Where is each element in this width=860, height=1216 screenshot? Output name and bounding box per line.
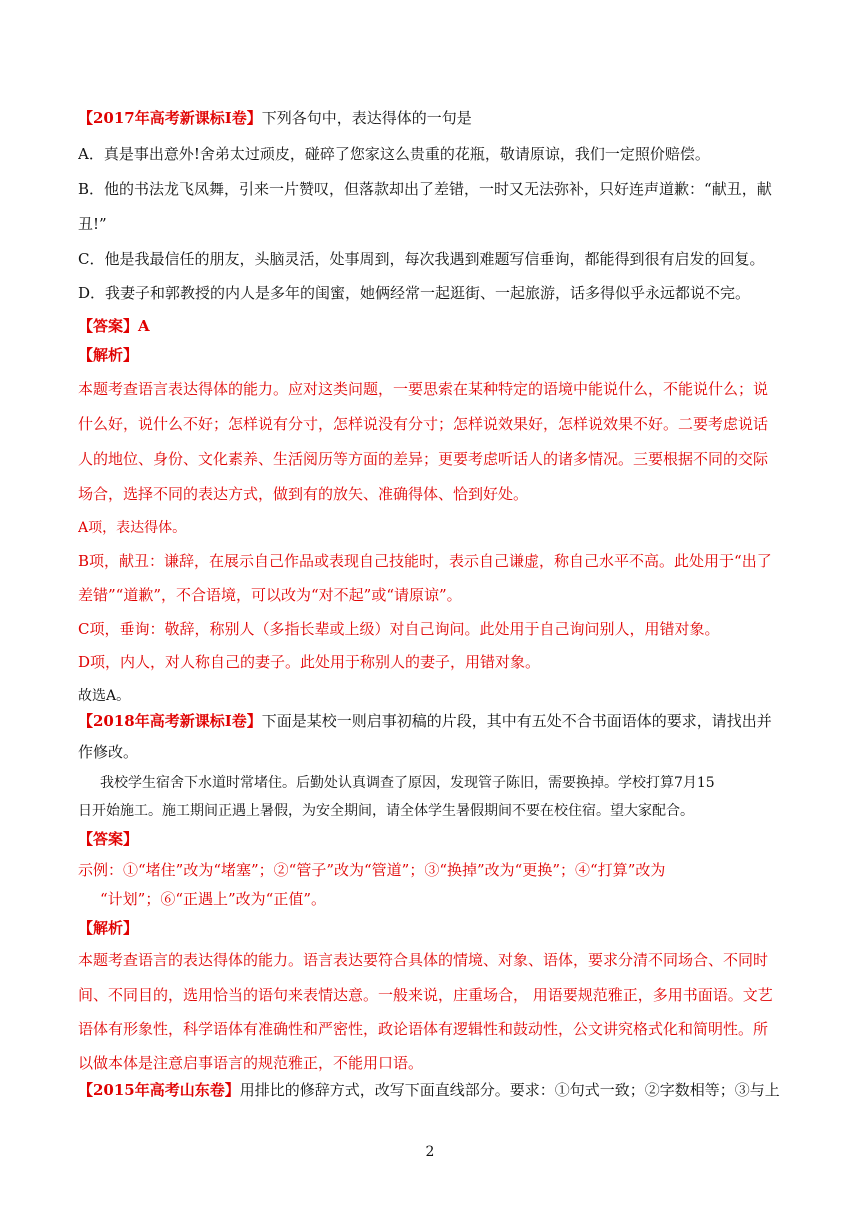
q1-analysis-line: C项，垂询：敬辞，称别人（多指长辈或上级）对自己询问。此处用于自己询问别人，用错对象。 — [78, 620, 720, 638]
q1-analysis-line: 差错”“道歉”，不合语境，可以改为“对不起”或“请原谅”。 — [78, 586, 462, 604]
q2-stem-cont: 作修改。 — [78, 743, 139, 761]
q1-option-d: D．我妻子和郭教授的内人是多年的闺蜜，她俩经常一起逛街、一起旅游，话多得似乎永远都说不完。 — [78, 284, 751, 302]
q1-answer-label: 【答案】 — [78, 317, 139, 335]
q1-analysis-line: A项，表达得体。 — [78, 520, 187, 536]
q2-answer-label: 【答案】 — [78, 830, 139, 848]
q1-analysis-line: D项，内人，对人称自己的妻子。此处用于称别人的妻子，用错对象。 — [78, 653, 541, 671]
q2-analysis-line: 间、不同目的，选用恰当的语句来表情达意。一般来说，庄重场合， 用语要规范雅正，多用书面语。文艺 — [78, 986, 773, 1004]
q1-option-b-cont: 丑!” — [78, 215, 107, 233]
q2-answer-line: “计划”；⑥“正遇上”改为“正值”。 — [100, 890, 327, 908]
q1-analysis-label: 【解析】 — [78, 346, 139, 364]
q3-source-tag: 【2015年高考山东卷】 — [78, 1081, 240, 1099]
q2-analysis-line: 本题考查语言的表达得体的能力。语言表达要符合具体的情境、对象、语体，要求分清不同场合、不同时 — [78, 951, 769, 969]
q2-analysis-line: 语体有形象性，科学语体有准确性和严密性，政论语体有逻辑性和鼓动性，公文讲究格式化和简明性。所 — [78, 1020, 769, 1038]
q1-conclusion: 故选A。 — [78, 688, 131, 704]
q2-heading — [78, 711, 780, 731]
q1-analysis-line: 人的地位、身份、文化素养、生活阅历等方面的差异；更要考虑听话人的诸多情况。三要根据不同的交际 — [78, 450, 769, 468]
q2-stem: 下面是某校一则启事初稿的片段，其中有五处不合书面语体的要求，请找出并 — [261, 712, 772, 730]
q2-analysis-label: 【解析】 — [78, 919, 139, 937]
q2-passage-line: 我校学生宿舍下水道时常堵住。后勤处认真调查了原因，发现管子陈旧，需要换掉。学校打算7月15 — [100, 775, 715, 791]
page-number: 2 — [425, 1144, 435, 1160]
q1-answer — [78, 316, 780, 336]
q1-analysis-line: 什么好，说什么不好；怎样说有分寸，怎样说没有分寸；怎样说效果好，怎样说效果不好。二要考虑说话 — [78, 415, 769, 433]
q1-analysis-line: B项，献丑：谦辞，在展示自己作品或表现自己技能时，表示自己谦虚，称自己水平不高。此处用于“出了 — [78, 552, 772, 570]
q2-analysis-line: 以做本体是注意启事语言的规范雅正，不能用口语。 — [78, 1054, 424, 1072]
q1-option-b: B．他的书法龙飞凤舞，引来一片赞叹，但落款却出了差错，一时又无法弥补，只好连声道歉：“献丑，献 — [78, 180, 772, 198]
q1-analysis-line: 本题考查语言表达得体的能力。应对这类问题，一要思索在某种特定的语境中能说什么，不能说什么；说 — [78, 380, 769, 398]
q1-heading — [78, 108, 780, 128]
q3-heading — [78, 1080, 780, 1100]
q1-stem: 下列各句中，表达得体的一句是 — [261, 109, 472, 127]
q1-option-a: A．真是事出意外!舍弟太过顽皮，碰碎了您家这么贵重的花瓶，敬请原谅，我们一定照价赔偿。 — [78, 145, 710, 163]
q1-source-tag: 【2017年高考新课标Ⅰ卷】 — [78, 109, 262, 127]
q3-stem: 用排比的修辞方式，改写下面直线部分。要求：①句式一致；②字数相等；③与上 — [239, 1081, 780, 1099]
q1-option-c: C．他是我最信任的朋友，头脑灵活，处事周到，每次我遇到难题写信垂询，都能得到很有启发的回复。 — [78, 250, 765, 268]
q2-answer-line: 示例：①“堵住”改为“堵塞”；②“管子”改为“管道”；③“换掉”改为“更换”；④“打算”改为 — [78, 861, 666, 879]
q2-passage-line: 日开始施工。施工期间正遇上暑假，为安全期间，请全体学生暑假期间不要在校住宿。望大家配合。 — [78, 803, 694, 819]
q1-answer-value: A — [138, 317, 150, 335]
q2-source-tag: 【2018年高考新课标Ⅰ卷】 — [78, 712, 262, 730]
q1-analysis-line: 场合，选择不同的表达方式，做到有的放矢、准确得体、恰到好处。 — [78, 485, 529, 503]
